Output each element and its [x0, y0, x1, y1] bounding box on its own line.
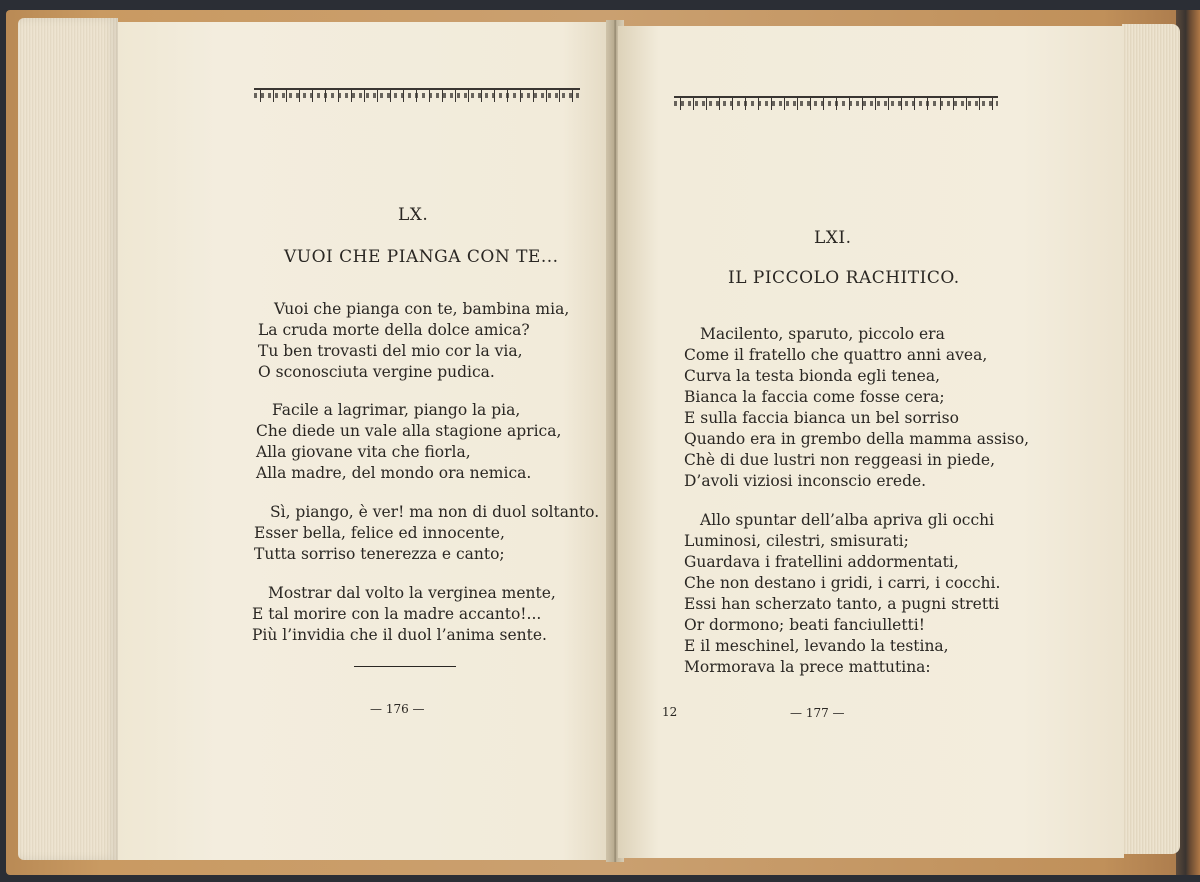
- verse-line: E tal morire con la madre accanto!...: [252, 605, 542, 623]
- verse-line: Chè di due lustri non reggeasi in piede,: [684, 451, 996, 469]
- verse-line: Esser bella, felice ed innocente,: [254, 524, 505, 542]
- verse-line: D’avoli viziosi inconscio erede.: [684, 472, 927, 490]
- verse-line: Essi han scherzato tanto, a pugni stretti: [684, 595, 1000, 613]
- verse-line: Sì, piango, è ver! ma non di duol soltanto.: [270, 503, 600, 521]
- page-stack-left: [18, 18, 118, 860]
- verse-line: Quando era in grembo della mamma assiso,: [684, 430, 1030, 448]
- verse-line: O sconosciuta vergine pudica.: [258, 363, 495, 381]
- poem-number: LXI.: [814, 228, 852, 248]
- verse-line: Luminosi, cilestri, smisurati;: [684, 532, 909, 550]
- verse-line: E sulla faccia bianca un bel sorriso: [684, 409, 959, 427]
- poem-title: VUOI CHE PIANGA CON TE...: [284, 247, 559, 267]
- verse-line: Mostrar dal volto la verginea mente,: [268, 584, 556, 602]
- verse-line: Or dormono; beati fanciulletti!: [684, 616, 925, 634]
- header-ornament: [674, 96, 998, 110]
- page-number: — 176 —: [370, 702, 425, 716]
- verse-line: Tu ben trovasti del mio cor la via,: [258, 342, 523, 360]
- closing-rule: [354, 666, 456, 667]
- verse-line: Allo spuntar dell’alba apriva gli occhi: [700, 511, 995, 529]
- page-stack-right: [1122, 24, 1180, 854]
- verse-line: Alla giovane vita che fiorla,: [256, 443, 471, 461]
- left-page: [118, 22, 612, 860]
- verse-line: Che diede un vale alla stagione aprica,: [256, 422, 562, 440]
- verse-line: Più l’invidia che il duol l’anima sente.: [252, 626, 547, 644]
- verse-line: Che non destano i gridi, i carri, i cocchi.: [684, 574, 1001, 592]
- signature-mark: 12: [662, 705, 678, 719]
- verse-line: Macilento, sparuto, piccolo era: [700, 325, 945, 343]
- poem-number: LX.: [398, 205, 429, 225]
- verse-line: Vuoi che pianga con te, bambina mia,: [274, 300, 570, 318]
- verse-line: Facile a lagrimar, piango la pia,: [272, 401, 521, 419]
- verse-line: Mormorava la prece mattutina:: [684, 658, 931, 676]
- verse-line: Tutta sorriso tenerezza e canto;: [254, 545, 505, 563]
- verse-line: Guardava i fratellini addormentati,: [684, 553, 959, 571]
- verse-line: Curva la testa bionda egli tenea,: [684, 367, 940, 385]
- verse-line: E il meschinel, levando la testina,: [684, 637, 949, 655]
- verse-line: Come il fratello che quattro anni avea,: [684, 346, 988, 364]
- verse-line: La cruda morte della dolce amica?: [258, 321, 530, 339]
- verse-line: Bianca la faccia come fosse cera;: [684, 388, 945, 406]
- verse-line: Alla madre, del mondo ora nemica.: [256, 464, 532, 482]
- poem-title: IL PICCOLO RACHITICO.: [728, 268, 960, 288]
- page-number: — 177 —: [790, 706, 845, 720]
- right-page: [618, 26, 1124, 858]
- header-ornament: [254, 88, 580, 102]
